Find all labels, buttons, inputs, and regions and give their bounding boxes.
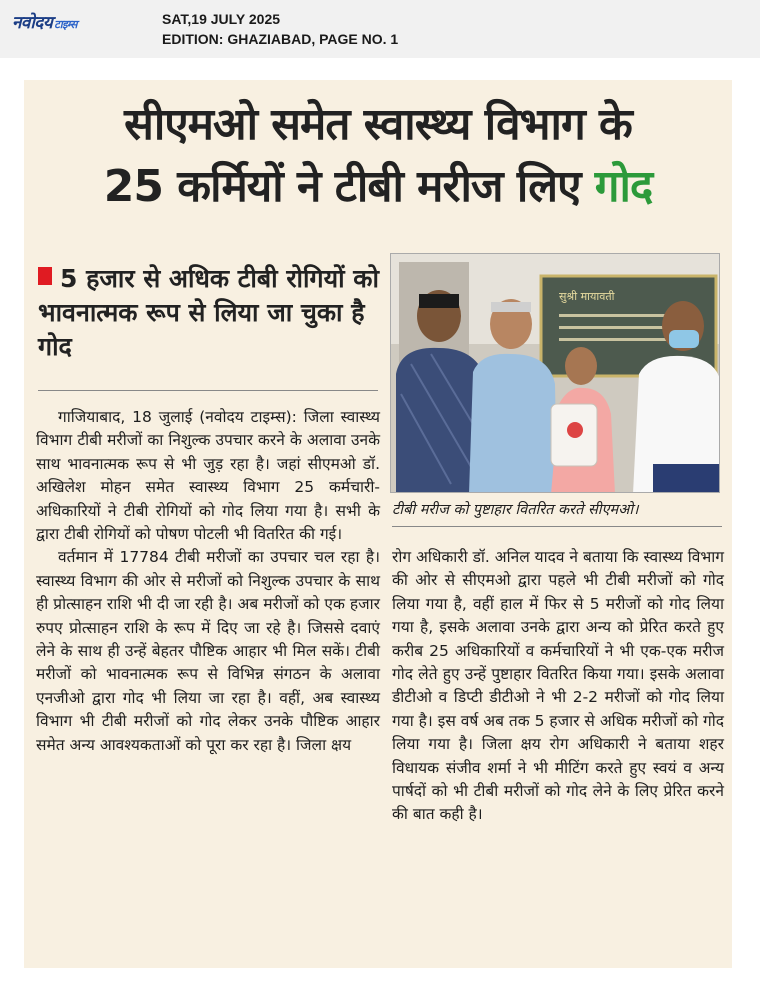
headline-line-2-text: 25 कर्मियों ने टीबी मरीज लिए [103,161,595,212]
logo-sub-text: टाइम्स [54,18,77,31]
subhead-text: 5 हजार से अधिक टीबी रोगियों को भावनात्मक रूप से लिया जा चुका है गोद [38,264,379,361]
article-subhead [38,262,388,364]
edition-meta [162,9,398,49]
right-paragraph: रोग अधिकारी डॉ. अनिल यादव ने बताया कि स्वास्थ्य विभाग की ओर से सीएमओ द्वारा पहले भी टीबी मरीजों को गोद लिया गया है, वहीं हाल में फिर से 5 मरीजों को गोद लिया गया है, इसके अलावा उनके द्वारा अन्य को प्रेरित करते हुए करीब 25 अधिकारियों व कर्मचारियों ने भी एक-एक मरीज गोद लेते हुए उन्हें पुष्टाहार वितरित किया गया। इसके अलावा डीटीओ व डिप्टी डीटीओ ने भी 2-2 मरीजों को गोद लिया गया है। इस वर्ष अब तक 5 हजार से अधिक मरीजों को गोद लिया गया है। जिला क्षय रोग अधिकारी ने बताया शहर विधायक संजीव शर्मा ने भी मीटिंग करते हुए स्वयं व अन्य पार्षदों को भी टीबी मरीजों को गोद लेने के लिए प्रेरित करने की बात कही है। [392,548,724,824]
logo-main-text: नवोदय [12,13,53,33]
left-paragraph-2: वर्तमान में 17784 टीबी मरीजों का उपचार चल रहा है। स्वास्थ्य विभाग की ओर से मरीजों को निशुल्क उपचार के साथ ही प्रोत्साहन राशि भी दी जा रही है। अब मरीजों को एक हजार रुपए प्रोत्साहन राशि के रूप में दिए जा रहे है। जिससे दवाएं लेने के साथ ही उन्हें बेहतर पौष्टिक आहार भी मिल सकें। टीबी मरीजों को भावनात्मक रूप से विभिन्न संगठन के अलावा एनजीओ द्वारा गोद भी लिया जा रहा है। वहीं, अब स्वास्थ्य विभाग भी टीबी मरीजों को गोद लेकर उनके पौष्टिक आहार समेत अन्य आवश्यकताओं को पूरा कर रहा है। जिला क्षय [36,548,380,754]
right-column [392,546,724,827]
edition-page: EDITION: GHAZIABAD, PAGE NO. 1 [162,31,399,47]
article-photo [390,253,720,493]
headline-line-1: सीएमओ समेत स्वास्थ्य विभाग के [124,99,632,150]
headline-line-2 [24,156,732,218]
edition-date: SAT,19 JULY 2025 [162,11,281,27]
photo-sign-text: सुश्री मायावती [559,290,615,303]
headline-highlight: गोद [594,161,653,212]
photo-illustration [391,254,720,493]
subhead-divider [38,390,378,391]
newspaper-logo[interactable] [12,10,77,33]
left-column [36,406,380,757]
edition-header [0,0,760,58]
article-headline [24,94,732,218]
red-bullet-icon [38,267,52,285]
photo-caption: टीबी मरीज को पुष्टाहार वितरित करते सीएमओ। [392,502,639,518]
caption-divider [392,526,722,527]
left-paragraph-1: गाजियाबाद, 18 जुलाई (नवोदय टाइम्स): जिला स्वास्थ्य विभाग टीबी मरीजों का निशुल्क उपचार करने के अलावा उनके साथ भावनात्मक रूप से भी जुड़ रहा है। जहां सीएमओ डॉ. अखिलेश मोहन समेत स्वास्थ्य विभाग 25 कर्मचारी-अधिकारियों ने टीबी रोगियों को गोद लिया गया है। सभी के द्वारा टीबी रोगियों को पोषण पोटली भी वितरित की गई। [36,408,380,544]
news-clipping [24,80,732,968]
